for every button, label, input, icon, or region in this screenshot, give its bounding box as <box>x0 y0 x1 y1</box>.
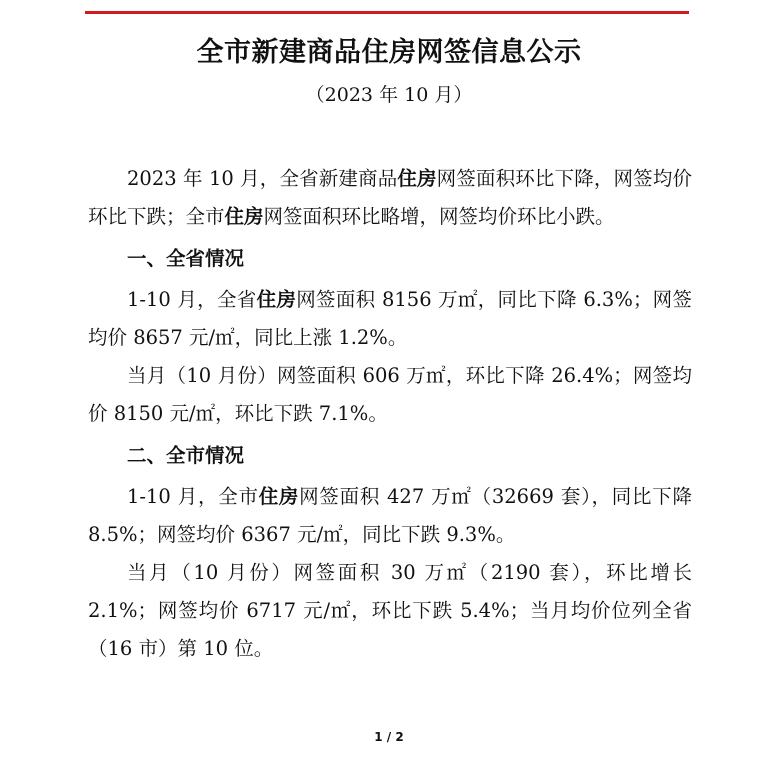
city-ytd-text-b: 网签面积 427 万㎡（32669 套），同比下降 8.5%；网签均价 6367 元/㎡，同比下跌 9.3%。 <box>88 485 692 546</box>
intro-keyword-2: 住房 <box>224 205 264 228</box>
city-ytd-paragraph <box>88 478 692 554</box>
document-body <box>88 160 692 668</box>
province-ytd-keyword: 住房 <box>256 288 297 311</box>
document-subtitle: （2023 年 10 月） <box>305 84 473 106</box>
intro-text-3: 网签面积环比略增，网签均价环比小跌。 <box>263 205 615 228</box>
province-ytd-text-b: 网签面积 8156 万㎡，同比下降 6.3%；网签均价 8657 元/㎡，同比上涨 1.2%。 <box>88 288 692 349</box>
intro-paragraph <box>88 160 692 236</box>
header-red-rule <box>85 11 689 14</box>
province-ytd-text-a: 1-10 月，全省 <box>127 288 257 311</box>
city-ytd-keyword: 住房 <box>258 485 300 508</box>
page-number: 1 / 2 <box>374 730 404 744</box>
intro-keyword-1: 住房 <box>397 167 437 190</box>
section-heading-city: 二、全市情况 <box>127 444 245 467</box>
section-heading-province: 一、全省情况 <box>127 247 245 270</box>
document-title: 全市新建商品住房网签信息公示 <box>196 37 582 68</box>
province-month-paragraph: 当月（10 月份）网签面积 606 万㎡，环比下降 26.4%；网签均价 8150 元/㎡，环比下跌 7.1%。 <box>88 364 692 425</box>
city-month-paragraph: 当月（10 月份）网签面积 30 万㎡（2190 套），环比增长 2.1%；网签均价 6717 元/㎡，环比下跌 5.4%；当月均价位列全省（16 市）第 10 位。 <box>88 561 692 660</box>
city-ytd-text-a: 1-10 月，全市 <box>127 485 259 508</box>
intro-text-1: 2023 年 10 月，全省新建商品 <box>127 167 398 190</box>
province-ytd-paragraph <box>88 281 692 357</box>
intro-text-2: 网签面积环比下降，网签均价环比下跌；全市 <box>88 167 692 228</box>
